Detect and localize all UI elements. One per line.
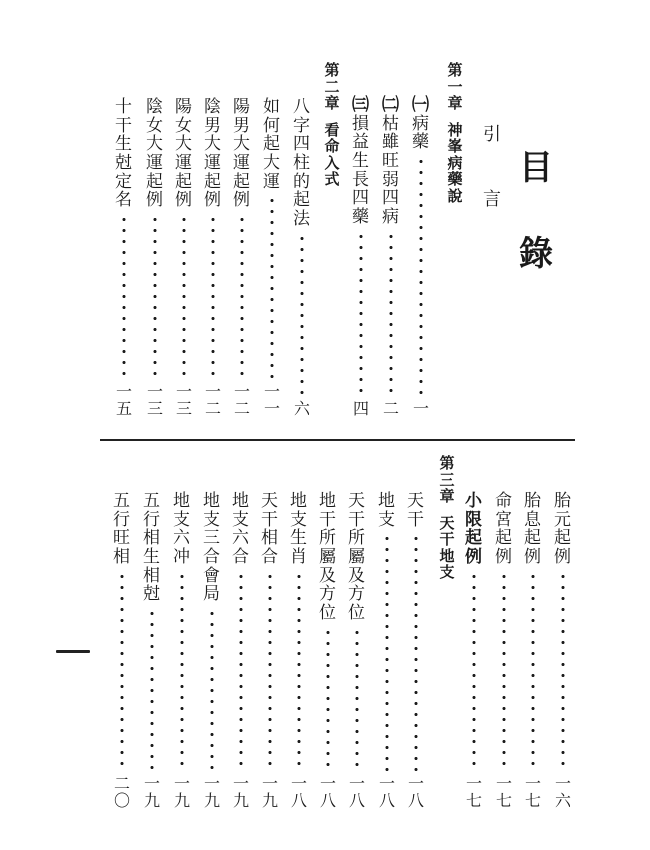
dot-leader [239, 571, 243, 773]
dot-leader [359, 231, 363, 397]
dot-leader [270, 195, 274, 380]
toc-entry [173, 98, 195, 418]
page-number: 一 一 [263, 382, 280, 419]
page-number: 一 九 [143, 774, 160, 811]
page-number: 一 九 [232, 774, 249, 811]
chapter-3-heading [436, 455, 458, 635]
entry-title: 命 宮 起 例 [495, 491, 513, 568]
title-char-2: 錄 [519, 234, 553, 274]
section-divider [100, 439, 575, 441]
dot-leader [268, 571, 272, 773]
dot-leader [300, 233, 304, 397]
toc-entry [317, 492, 339, 810]
toc-entry [111, 492, 133, 810]
page-number: 一 五 [115, 382, 132, 419]
page-number: 一 六 [554, 774, 571, 811]
page-number: 一 七 [465, 774, 482, 811]
toc-entry [405, 492, 427, 810]
dot-leader [180, 571, 184, 773]
dot-leader [326, 627, 330, 773]
dot-leader [211, 214, 215, 380]
toc-entry [350, 96, 372, 418]
entry-title: 枯 雖 旺 弱 四 病 [382, 113, 400, 228]
dot-leader [414, 533, 418, 772]
dot-leader [531, 571, 535, 773]
chapter-1-title: 神 峯 病 藥 說 [447, 120, 463, 205]
dot-leader [120, 571, 124, 773]
entry-title: 地 干 所 屬 及 方 位 [319, 491, 337, 624]
chapter-2-heading [321, 62, 343, 262]
dot-leader [472, 571, 476, 773]
entry-title: 地 支 生 肖 [290, 491, 308, 568]
entry-title: 十 干 生 尅 定 名 [115, 97, 133, 211]
entry-title: 地 支 六 合 [232, 491, 250, 568]
page-number: 一 八 [290, 774, 307, 811]
toc-entry [291, 98, 313, 418]
dot-leader [561, 571, 565, 773]
dot-leader [122, 214, 126, 380]
toc-entry [144, 98, 166, 418]
toc-entry [522, 492, 544, 810]
dot-leader [297, 571, 301, 773]
toc-entry [261, 98, 283, 418]
page-number: 二 〇 [113, 774, 130, 811]
entry-title: 八 字 四 柱 的 起 法 [293, 97, 311, 230]
page-number: 四 [352, 399, 369, 419]
entry-marker: ㈠ [412, 95, 430, 115]
page-number: 一 二 [204, 382, 221, 419]
entry-title: 損 益 生 長 四 藥 [352, 113, 370, 228]
page-number: 一 九 [203, 774, 220, 811]
dot-leader [240, 214, 244, 380]
chapter-2-number: 第 二 章 [324, 61, 340, 112]
intro-char-1: 引 [483, 124, 501, 145]
toc-entry [463, 492, 485, 810]
page-number: 一 七 [524, 774, 541, 811]
toc-entry [288, 492, 310, 810]
entry-marker: ㈢ [352, 95, 370, 115]
toc-entry [201, 492, 223, 810]
entry-title: 小 限 起 例 [465, 491, 483, 568]
entry-title: 病 藥 [412, 113, 430, 153]
entry-title: 陽 男 大 運 起 例 [233, 97, 251, 211]
entry-title: 地 支 三 合 會 局 [203, 491, 221, 605]
toc-entry [346, 492, 368, 810]
toc-entry [493, 492, 515, 810]
page-number: 一 八 [378, 774, 395, 811]
page-number: 一 八 [348, 774, 365, 811]
toc-entry [380, 96, 402, 418]
page-number: 一 七 [495, 774, 512, 811]
entry-title: 地 支 [378, 491, 396, 530]
toc-entry [141, 492, 163, 810]
entry-title: 胎 息 起 例 [524, 491, 542, 568]
dot-leader [355, 627, 359, 773]
entry-title: 天 干 相 合 [261, 491, 279, 568]
entry-title: 天 干 所 屬 及 方 位 [348, 491, 366, 624]
entry-title: 陽 女 大 運 起 例 [175, 97, 193, 211]
page-number: 一 八 [319, 774, 336, 811]
dot-leader [389, 231, 393, 397]
title-char-1: 目 [519, 148, 553, 188]
page-number: 一 三 [175, 382, 192, 419]
chapter-3-title: 天 干 地 支 [439, 513, 455, 581]
chapter-3-number: 第 三 章 [439, 454, 455, 505]
dot-leader [385, 533, 389, 772]
entry-title: 五 行 旺 相 [113, 491, 131, 568]
toc-entry [230, 492, 252, 810]
page-number: 一 九 [261, 774, 278, 811]
toc-entry [231, 98, 253, 418]
page-number: 二 [382, 399, 399, 419]
dot-leader [153, 214, 157, 380]
toc-entry [410, 96, 432, 418]
page-number: 一 八 [407, 774, 424, 811]
page-number: 六 [293, 399, 310, 419]
entry-title: 胎 元 起 例 [554, 491, 572, 568]
chapter-2-title: 看 命 入 式 [324, 120, 340, 188]
entry-title: 如 何 起 大 運 [263, 97, 281, 192]
entry-title: 五 行 相 生 相 尅 [143, 491, 161, 605]
toc-entry [259, 492, 281, 810]
entry-title: 陰 女 大 運 起 例 [146, 97, 164, 211]
page-folio-mark [56, 650, 90, 653]
dot-leader [210, 608, 214, 772]
dot-leader [419, 156, 423, 397]
page-number: 一 [412, 399, 429, 419]
toc-entry [113, 98, 135, 418]
toc-entry [202, 98, 224, 418]
page-number: 一 二 [233, 382, 250, 419]
entry-title: 陰 男 大 運 起 例 [204, 97, 222, 211]
toc-entry [171, 492, 193, 810]
entry-title: 天 干 [407, 491, 425, 530]
chapter-1-number: 第 一 章 [447, 61, 463, 112]
entry-marker: ㈡ [382, 95, 400, 115]
dot-leader [182, 214, 186, 380]
chapter-1-heading [444, 62, 466, 272]
dot-leader [150, 608, 154, 772]
toc-entry [552, 492, 574, 810]
dot-leader [502, 571, 506, 773]
page-number: 一 三 [146, 382, 163, 419]
entry-title: 地 支 六 冲 [173, 491, 191, 568]
toc-entry [376, 492, 398, 810]
intro-char-2: 言 [483, 189, 501, 210]
page-number: 一 九 [173, 774, 190, 811]
